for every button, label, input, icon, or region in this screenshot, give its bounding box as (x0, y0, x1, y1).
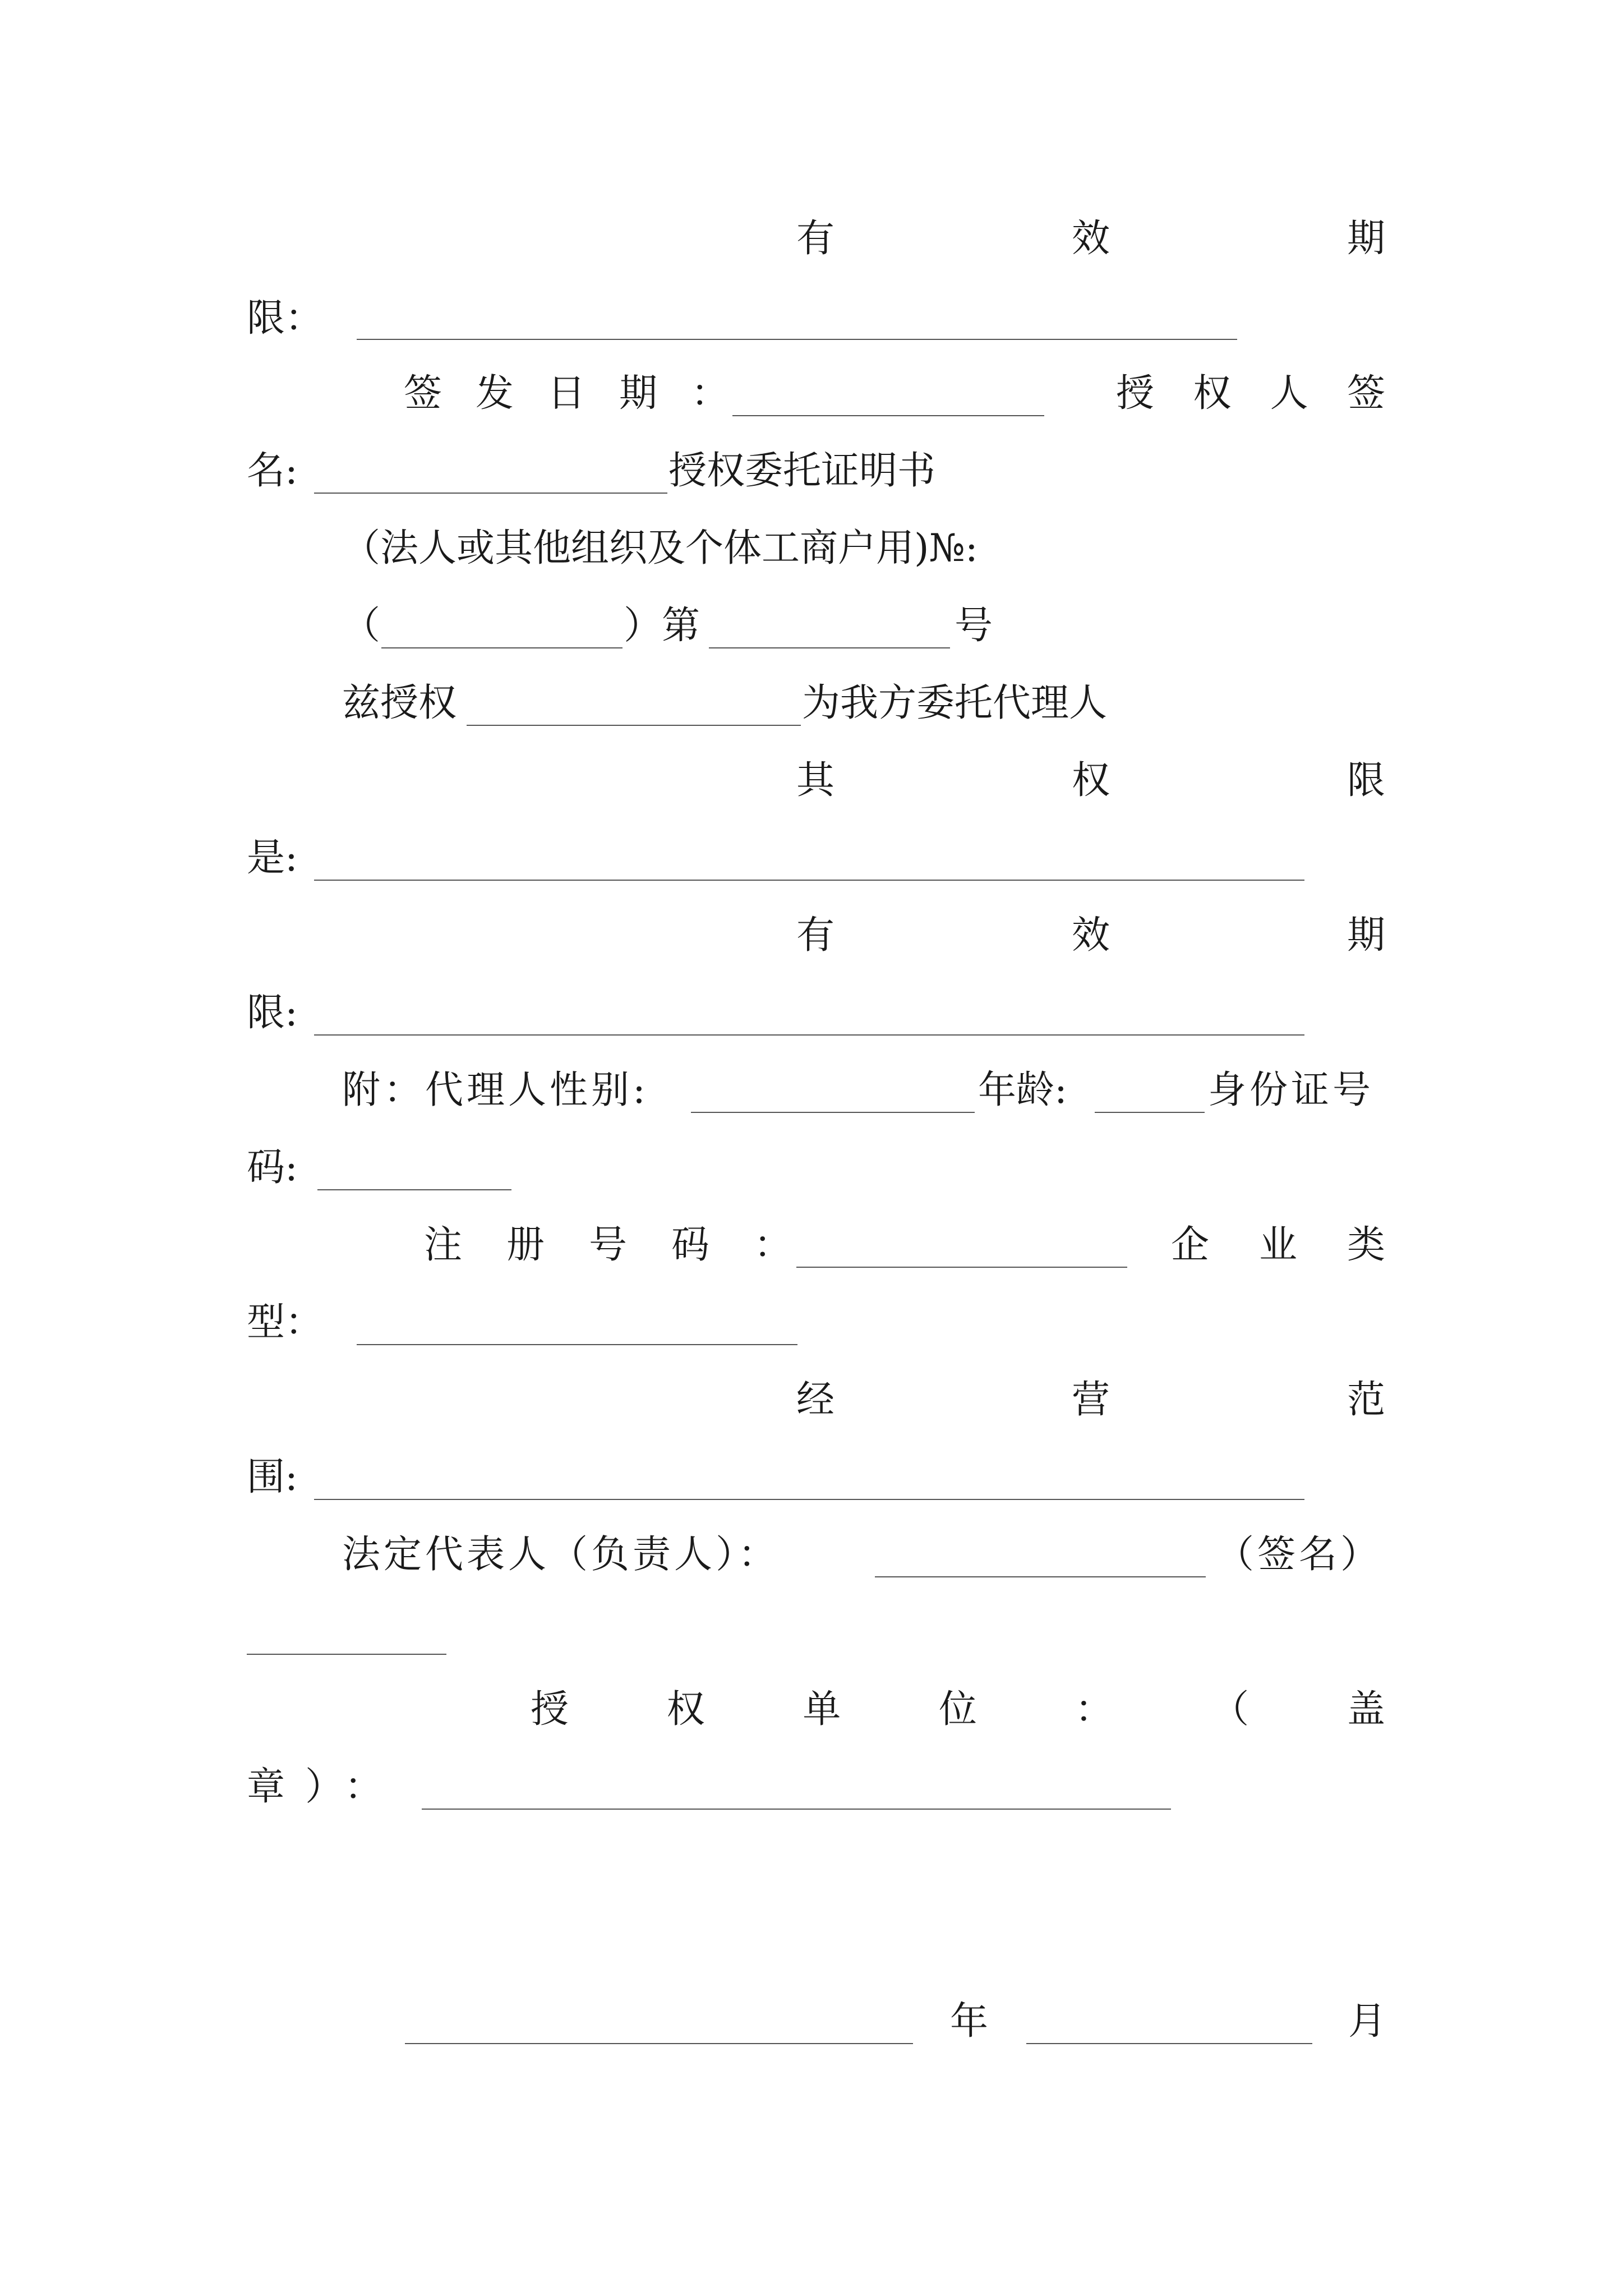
business-cont: 围: (247, 1455, 298, 1499)
number-open: （ (342, 604, 381, 648)
document-title: 授权委托证明书 (668, 449, 936, 493)
scope-blank[interactable] (314, 880, 1304, 881)
char: 有 (796, 217, 835, 261)
char: 效 (1071, 913, 1110, 958)
validity-top-blank[interactable] (357, 339, 1237, 340)
char: 授 (1116, 371, 1155, 416)
legal-rep-blank[interactable] (875, 1576, 1206, 1577)
scope-cont: 是: (247, 836, 298, 880)
number-close: ）第 (624, 604, 700, 648)
char: 有 (796, 913, 835, 958)
issue-date-label (404, 371, 729, 416)
char: （ (1211, 1687, 1249, 1732)
char: 签 (1347, 371, 1385, 416)
char: 人 (1270, 371, 1308, 416)
authorize-start: 兹授权 (342, 681, 457, 725)
legal-rep-label: 法定代表人（负责人）： (342, 1533, 780, 1577)
number-end: 号 (955, 604, 993, 648)
month-label: 月 (1348, 1999, 1387, 2044)
char: 权 (666, 1687, 705, 1732)
document-subtitle: （法人或其他组织及个体工商户用)№: (342, 526, 978, 570)
month-blank[interactable] (1026, 2043, 1312, 2044)
char: 业 (1258, 1223, 1297, 1267)
legal-rep-sign: （签名） (1216, 1533, 1382, 1577)
char: 期 (619, 371, 657, 416)
char: 码 (671, 1223, 709, 1267)
char: 经 (796, 1378, 835, 1422)
business-blank[interactable] (314, 1499, 1304, 1500)
char: 权 (1071, 758, 1110, 803)
unit-blank[interactable] (422, 1809, 1171, 1810)
number-blank[interactable] (709, 647, 950, 648)
validity-mid-heading (796, 913, 1385, 958)
char: 期 (1347, 913, 1385, 958)
validity-mid-cont: 限: (247, 991, 298, 1035)
unit-cont: 章）： (247, 1765, 403, 1809)
age-blank[interactable] (1095, 1112, 1205, 1113)
char: 授 (531, 1687, 569, 1732)
char: 位 (938, 1687, 977, 1732)
signatory-blank[interactable] (314, 493, 667, 494)
char: ： (753, 1223, 792, 1267)
char: 单 (803, 1687, 841, 1732)
number-year-blank[interactable] (381, 647, 623, 648)
char: 类 (1347, 1223, 1385, 1267)
char: 号 (588, 1223, 627, 1267)
signatory-label (1116, 371, 1385, 416)
legal-rep-sign-blank[interactable] (247, 1654, 446, 1655)
validity-top-heading (796, 217, 1385, 261)
signatory-cont: 名: (247, 449, 298, 493)
company-type-blank[interactable] (357, 1344, 797, 1345)
validity-top-cont: 限： (247, 296, 324, 341)
company-type-label (1171, 1223, 1385, 1267)
registration-blank[interactable] (796, 1267, 1127, 1268)
company-type-cont: 型： (247, 1300, 324, 1345)
char: 限 (1347, 758, 1385, 803)
year-blank[interactable] (405, 2043, 913, 2044)
id-label: 身份证号 (1208, 1068, 1375, 1112)
char: 日 (547, 371, 585, 416)
char: 期 (1347, 217, 1385, 261)
gender-blank[interactable] (691, 1112, 975, 1113)
attachment-prefix: 附：代理人性别: (342, 1068, 649, 1112)
char: 其 (796, 758, 835, 803)
age-label: 年龄: (978, 1068, 1067, 1112)
char: 注 (424, 1223, 463, 1267)
char: 权 (1193, 371, 1232, 416)
agent-name-blank[interactable] (467, 725, 801, 726)
char: 册 (506, 1223, 545, 1267)
char: 营 (1071, 1378, 1110, 1422)
char: ： (690, 371, 729, 416)
char: 企 (1171, 1223, 1210, 1267)
char: 发 (475, 371, 514, 416)
char: 效 (1071, 217, 1110, 261)
year-label: 年 (950, 1999, 989, 2044)
id-number-blank[interactable] (317, 1189, 511, 1190)
scope-heading (796, 758, 1385, 803)
issue-date-blank[interactable] (732, 415, 1044, 416)
unit-label (531, 1687, 1385, 1732)
char: 范 (1347, 1378, 1385, 1422)
char: 盖 (1347, 1687, 1385, 1732)
id-cont: 码: (247, 1145, 298, 1190)
registration-label (424, 1223, 792, 1267)
char: 签 (404, 371, 442, 416)
validity-mid-blank[interactable] (314, 1034, 1304, 1036)
authorize-end: 为我方委托代理人 (802, 681, 1108, 725)
business-heading (796, 1378, 1385, 1422)
char: ： (1075, 1687, 1113, 1732)
